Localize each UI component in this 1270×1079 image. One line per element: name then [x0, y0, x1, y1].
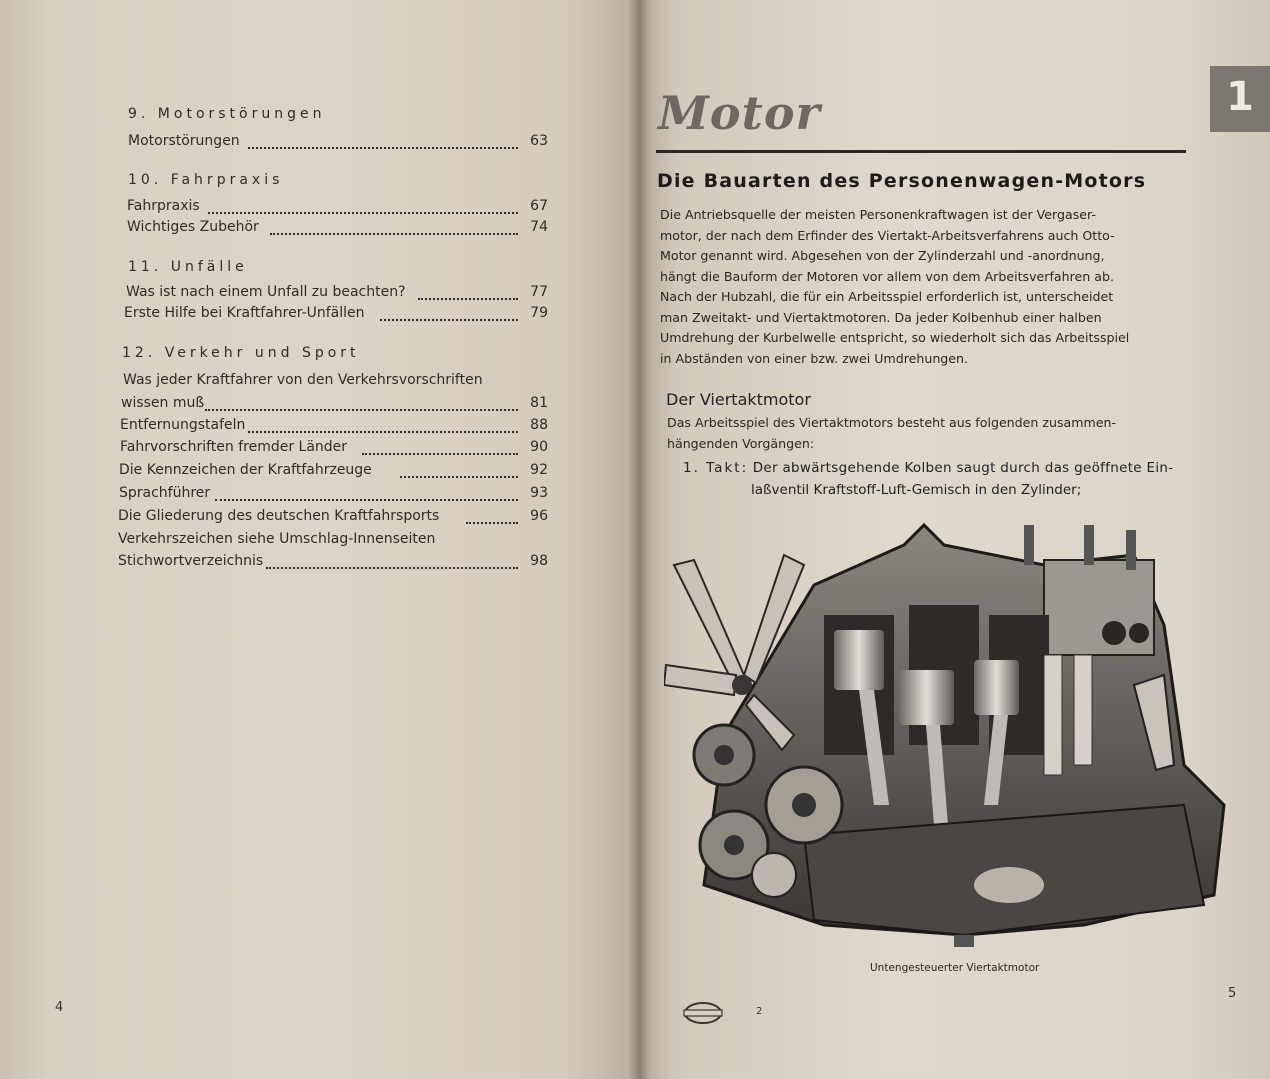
title-rule [656, 150, 1186, 153]
toc-leader-dots [248, 429, 518, 433]
takt-text: Der abwärtsgehende Kolben saugt durch das geöffnete Ein- [752, 460, 1174, 476]
section-heading: Die Bauarten des Personenwagen-Motors [657, 170, 1147, 192]
toc-entry-title[interactable]: Verkehrszeichen siehe Umschlag-Innenseiten [118, 531, 436, 547]
toc-entry[interactable] [0, 508, 560, 530]
text-line: Nach der Hubzahl, die für ein Arbeitsspiel erforderlich ist, unterscheidet [660, 289, 1114, 304]
chapter-tab-number: 1 [1226, 74, 1254, 120]
toc-heading-12: 12. Verkehr und Sport [122, 345, 360, 361]
takt-label: 1. Takt: [683, 460, 749, 476]
toc-entry-page: 88 [530, 417, 548, 433]
toc-entry-title: Erste Hilfe bei Kraftfahrer-Unfällen [124, 305, 365, 321]
toc-entry-title: Was ist nach einem Unfall zu beachten? [126, 284, 406, 300]
toc-entry-page: 90 [530, 439, 548, 455]
toc-entry-page: 81 [530, 395, 548, 411]
left-page-number: 4 [55, 1000, 64, 1015]
text-line: in Abständen von einer bzw. zwei Umdrehungen. [660, 350, 969, 366]
toc-entry-page: 67 [530, 198, 548, 214]
text-line: man Zweitakt- und Viertaktmotoren. Da jeder Kolbenhub einer halben [660, 309, 1102, 325]
toc-entry[interactable] [0, 133, 560, 155]
chapter-tab-marker[interactable] [1210, 66, 1270, 132]
book-gutter [628, 0, 650, 1079]
toc-entry[interactable] [0, 219, 560, 241]
text-line: Das Arbeitsspiel des Viertaktmotors besteht aus folgenden zusammen- [667, 415, 1117, 430]
toc-entry-title: wissen muß [121, 395, 205, 411]
subheading: Der Viertaktmotor [666, 390, 811, 409]
toc-heading-10: 10. Fahrpraxis [128, 172, 284, 188]
text-line: hängt die Bauform der Motoren vor allem von dem Arbeitsverfahren ab. [660, 268, 1114, 284]
toc-entry-title: Die Kennzeichen der Kraftfahrzeuge [119, 462, 372, 478]
engine-cutaway-illustration [664, 505, 1230, 955]
toc-entry[interactable] [0, 417, 560, 439]
toc-entry[interactable] [0, 395, 560, 417]
sub-paragraph [667, 413, 1207, 454]
toc-leader-dots [266, 565, 518, 569]
chapter-title: Motor [658, 86, 821, 140]
toc-leader-dots [248, 145, 518, 149]
toc-leader-dots [205, 407, 518, 411]
toc-entry-title: Motorstörungen [128, 133, 240, 149]
toc-entry[interactable] [0, 305, 560, 327]
takt-continuation: laßventil Kraftstoff-Luft-Gemisch in den Zylinder; [751, 482, 1082, 498]
small-number: 2 [756, 1006, 763, 1017]
text-line: motor, der nach dem Erfinder des Viertakt-Arbeitsverfahrens auch Otto- [660, 227, 1115, 243]
toc-entry[interactable] [0, 198, 560, 220]
toc-heading-9: 9. Motorstörungen [128, 106, 326, 122]
toc-entry-page: 63 [530, 133, 548, 149]
toc-entry[interactable] [0, 439, 560, 461]
toc-leader-dots [208, 210, 518, 214]
toc-entry-title-line1: Was jeder Kraftfahrer von den Verkehrsvorschriften [123, 372, 483, 388]
toc-heading-11: 11. Unfälle [128, 259, 248, 275]
toc-leader-dots [270, 231, 518, 235]
toc-leader-dots [418, 296, 518, 300]
toc-entry[interactable] [0, 485, 560, 507]
toc-entry-page: 92 [530, 462, 548, 478]
toc-entry-title: Entfernungstafeln [120, 417, 246, 433]
toc-leader-dots [400, 474, 518, 478]
toc-entry-title: Fahrvorschriften fremder Länder [120, 439, 348, 455]
toc-entry-title: Wichtiges Zubehör [127, 219, 259, 235]
intro-paragraph [660, 205, 1200, 369]
toc-entry-page: 98 [530, 553, 548, 569]
toc-leader-dots [215, 497, 518, 501]
toc-leader-dots [466, 520, 518, 524]
figure-caption: Untengesteuerter Viertaktmotor [870, 962, 1040, 974]
toc-entry-title: Fahrpraxis [127, 198, 200, 214]
toc-leader-dots [380, 317, 518, 321]
toc-entry-page: 74 [530, 219, 548, 235]
toc-entry-page: 96 [530, 508, 548, 524]
text-line: Umdrehung der Kurbelwelle entspricht, so wiederholt sich das Arbeitsspiel [660, 330, 1130, 345]
toc-entry[interactable] [0, 462, 560, 484]
brand-logo-badge [682, 1002, 724, 1024]
toc-entry-title: Sprachführer [119, 485, 211, 501]
toc-entry-title: Stichwortverzeichnis [118, 553, 264, 569]
toc-entry[interactable] [0, 553, 560, 575]
text-line: Die Antriebsquelle der meisten Personenkraftwagen ist der Vergaser- [660, 207, 1096, 222]
text-line: Motor genannt wird. Abgesehen von der Zylinderzahl und -anordnung, [660, 248, 1105, 263]
takt-line [683, 460, 1173, 476]
toc-entry-title: Die Gliederung des deutschen Kraftfahrsports [118, 508, 440, 524]
toc-entry-page: 79 [530, 305, 548, 321]
toc-leader-dots [362, 451, 518, 455]
right-page-number: 5 [1228, 986, 1237, 1001]
toc-entry-page: 93 [530, 485, 548, 501]
text-line: hängenden Vorgängen: [667, 435, 815, 451]
toc-entry[interactable] [0, 284, 560, 306]
toc-entry-page: 77 [530, 284, 548, 300]
